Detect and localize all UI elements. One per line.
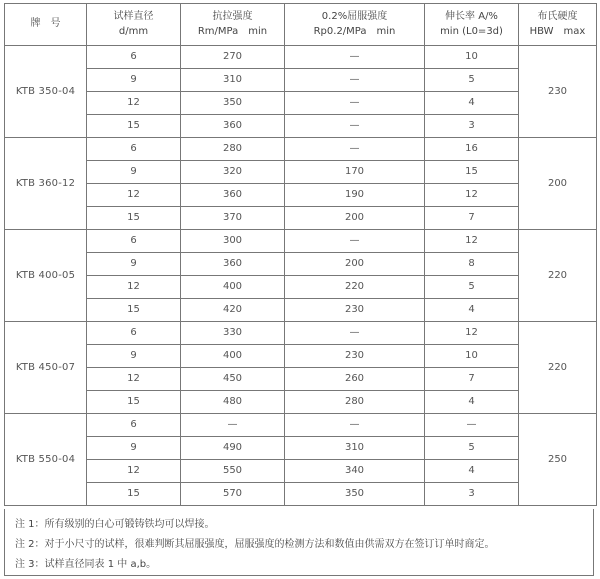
table-row	[5, 414, 597, 437]
elongation-cell: 4	[425, 92, 519, 115]
header-elongation	[425, 4, 519, 46]
diameter-cell: 9	[87, 69, 181, 92]
diameter-cell: 12	[87, 92, 181, 115]
yield-cell: 190	[285, 184, 425, 207]
header-hardness	[519, 4, 597, 46]
elongation-cell: 5	[425, 437, 519, 460]
elongation-cell: —	[425, 414, 519, 437]
elongation-cell: 4	[425, 460, 519, 483]
table-body	[5, 46, 597, 506]
elongation-cell: 15	[425, 161, 519, 184]
hardness-cell: 220	[519, 230, 597, 322]
header-row	[5, 4, 597, 46]
grade-cell: KTB 400-05	[5, 230, 87, 322]
tensile-cell: 400	[181, 345, 285, 368]
header-grade-line-1: 牌 号	[30, 18, 61, 30]
elongation-cell: 3	[425, 115, 519, 138]
header-elongation-line-1: 伸长率 A/%	[445, 11, 498, 22]
elongation-cell: 7	[425, 368, 519, 391]
header-diameter-line-1: 试样直径	[113, 11, 154, 22]
table-row	[5, 46, 597, 69]
yield-cell: 220	[285, 276, 425, 299]
diameter-cell: 15	[87, 207, 181, 230]
tensile-cell: —	[181, 414, 285, 437]
grade-cell: KTB 550-04	[5, 414, 87, 506]
tensile-cell: 360	[181, 115, 285, 138]
elongation-cell: 5	[425, 276, 519, 299]
diameter-cell: 15	[87, 391, 181, 414]
yield-cell: —	[285, 115, 425, 138]
header-hardness-line-1: 布氏硬度	[537, 11, 578, 22]
elongation-cell: 12	[425, 322, 519, 345]
tensile-cell: 330	[181, 322, 285, 345]
diameter-cell: 15	[87, 299, 181, 322]
table-row	[5, 207, 597, 230]
note-2: 注 2：对于小尺寸的试样，很难判断其屈服强度，屈服强度的检测方法和数值由供需双方在签订订单时商定。	[15, 539, 495, 550]
note-3: 注 3：试样直径同表 1 中 a,b。	[15, 559, 157, 570]
tensile-cell: 320	[181, 161, 285, 184]
table-row	[5, 483, 597, 506]
table-row	[5, 230, 597, 253]
yield-cell: 340	[285, 460, 425, 483]
table-row	[5, 69, 597, 92]
diameter-cell: 9	[87, 345, 181, 368]
diameter-cell: 12	[87, 276, 181, 299]
hardness-cell: 220	[519, 322, 597, 414]
header-yield-line-2: Rp0.2/MPa min	[313, 25, 396, 37]
yield-cell: —	[285, 92, 425, 115]
tensile-cell: 360	[181, 184, 285, 207]
hardness-cell: 250	[519, 414, 597, 506]
hardness-cell: 200	[519, 138, 597, 230]
tensile-cell: 550	[181, 460, 285, 483]
elongation-cell: 4	[425, 391, 519, 414]
header-hardness-line-2: HBW max	[529, 25, 586, 37]
table-row	[5, 460, 597, 483]
table-row	[5, 92, 597, 115]
tensile-cell: 360	[181, 253, 285, 276]
elongation-cell: 4	[425, 299, 519, 322]
yield-cell: —	[285, 69, 425, 92]
grade-cell: KTB 350-04	[5, 46, 87, 138]
tensile-cell: 270	[181, 46, 285, 69]
table-row	[5, 138, 597, 161]
yield-cell: 260	[285, 368, 425, 391]
header-tensile	[181, 4, 285, 46]
grade-cell: KTB 450-07	[5, 322, 87, 414]
diameter-cell: 12	[87, 368, 181, 391]
table-row	[5, 299, 597, 322]
elongation-cell: 5	[425, 69, 519, 92]
yield-cell: 200	[285, 207, 425, 230]
header-elongation-line-2: min (L0=3d)	[440, 25, 503, 37]
table-row	[5, 345, 597, 368]
diameter-cell: 9	[87, 161, 181, 184]
header-yield	[285, 4, 425, 46]
elongation-cell: 12	[425, 230, 519, 253]
diameter-cell: 12	[87, 184, 181, 207]
elongation-cell: 10	[425, 46, 519, 69]
tensile-cell: 450	[181, 368, 285, 391]
diameter-cell: 6	[87, 322, 181, 345]
table-row	[5, 253, 597, 276]
header-yield-line-1: 0.2%屈服强度	[321, 11, 388, 22]
header-tensile-line-2: Rm/MPa min	[197, 25, 268, 37]
tensile-cell: 400	[181, 276, 285, 299]
table-row	[5, 276, 597, 299]
elongation-cell: 7	[425, 207, 519, 230]
yield-cell: 170	[285, 161, 425, 184]
table-row	[5, 368, 597, 391]
elongation-cell: 12	[425, 184, 519, 207]
header-diameter	[87, 4, 181, 46]
table-header	[5, 4, 597, 46]
diameter-cell: 6	[87, 138, 181, 161]
yield-cell: 280	[285, 391, 425, 414]
diameter-cell: 15	[87, 483, 181, 506]
header-diameter-line-2: d/mm	[118, 25, 149, 37]
diameter-cell: 9	[87, 437, 181, 460]
diameter-cell: 6	[87, 46, 181, 69]
yield-cell: —	[285, 230, 425, 253]
tensile-cell: 370	[181, 207, 285, 230]
grade-cell: KTB 360-12	[5, 138, 87, 230]
table-row	[5, 184, 597, 207]
tensile-cell: 480	[181, 391, 285, 414]
tensile-cell: 350	[181, 92, 285, 115]
header-tensile-line-1: 抗拉强度	[212, 11, 253, 22]
elongation-cell: 3	[425, 483, 519, 506]
diameter-cell: 6	[87, 414, 181, 437]
elongation-cell: 8	[425, 253, 519, 276]
notes-section	[4, 509, 594, 576]
tensile-cell: 280	[181, 138, 285, 161]
diameter-cell: 9	[87, 253, 181, 276]
yield-cell: 310	[285, 437, 425, 460]
yield-cell: 230	[285, 345, 425, 368]
elongation-cell: 16	[425, 138, 519, 161]
header-grade	[5, 4, 87, 46]
yield-cell: —	[285, 322, 425, 345]
yield-cell: 200	[285, 253, 425, 276]
elongation-cell: 10	[425, 345, 519, 368]
yield-cell: 350	[285, 483, 425, 506]
diameter-cell: 6	[87, 230, 181, 253]
yield-cell: —	[285, 414, 425, 437]
table-row	[5, 391, 597, 414]
tensile-cell: 300	[181, 230, 285, 253]
properties-table	[4, 3, 597, 506]
tensile-cell: 420	[181, 299, 285, 322]
table-row	[5, 115, 597, 138]
yield-cell: 230	[285, 299, 425, 322]
tensile-cell: 490	[181, 437, 285, 460]
tensile-cell: 570	[181, 483, 285, 506]
table-row	[5, 161, 597, 184]
note-1: 注 1：所有级别的白心可锻铸铁均可以焊接。	[15, 519, 215, 530]
table-row	[5, 322, 597, 345]
yield-cell: —	[285, 46, 425, 69]
diameter-cell: 15	[87, 115, 181, 138]
yield-cell: —	[285, 138, 425, 161]
hardness-cell: 230	[519, 46, 597, 138]
tensile-cell: 310	[181, 69, 285, 92]
diameter-cell: 12	[87, 460, 181, 483]
table-row	[5, 437, 597, 460]
